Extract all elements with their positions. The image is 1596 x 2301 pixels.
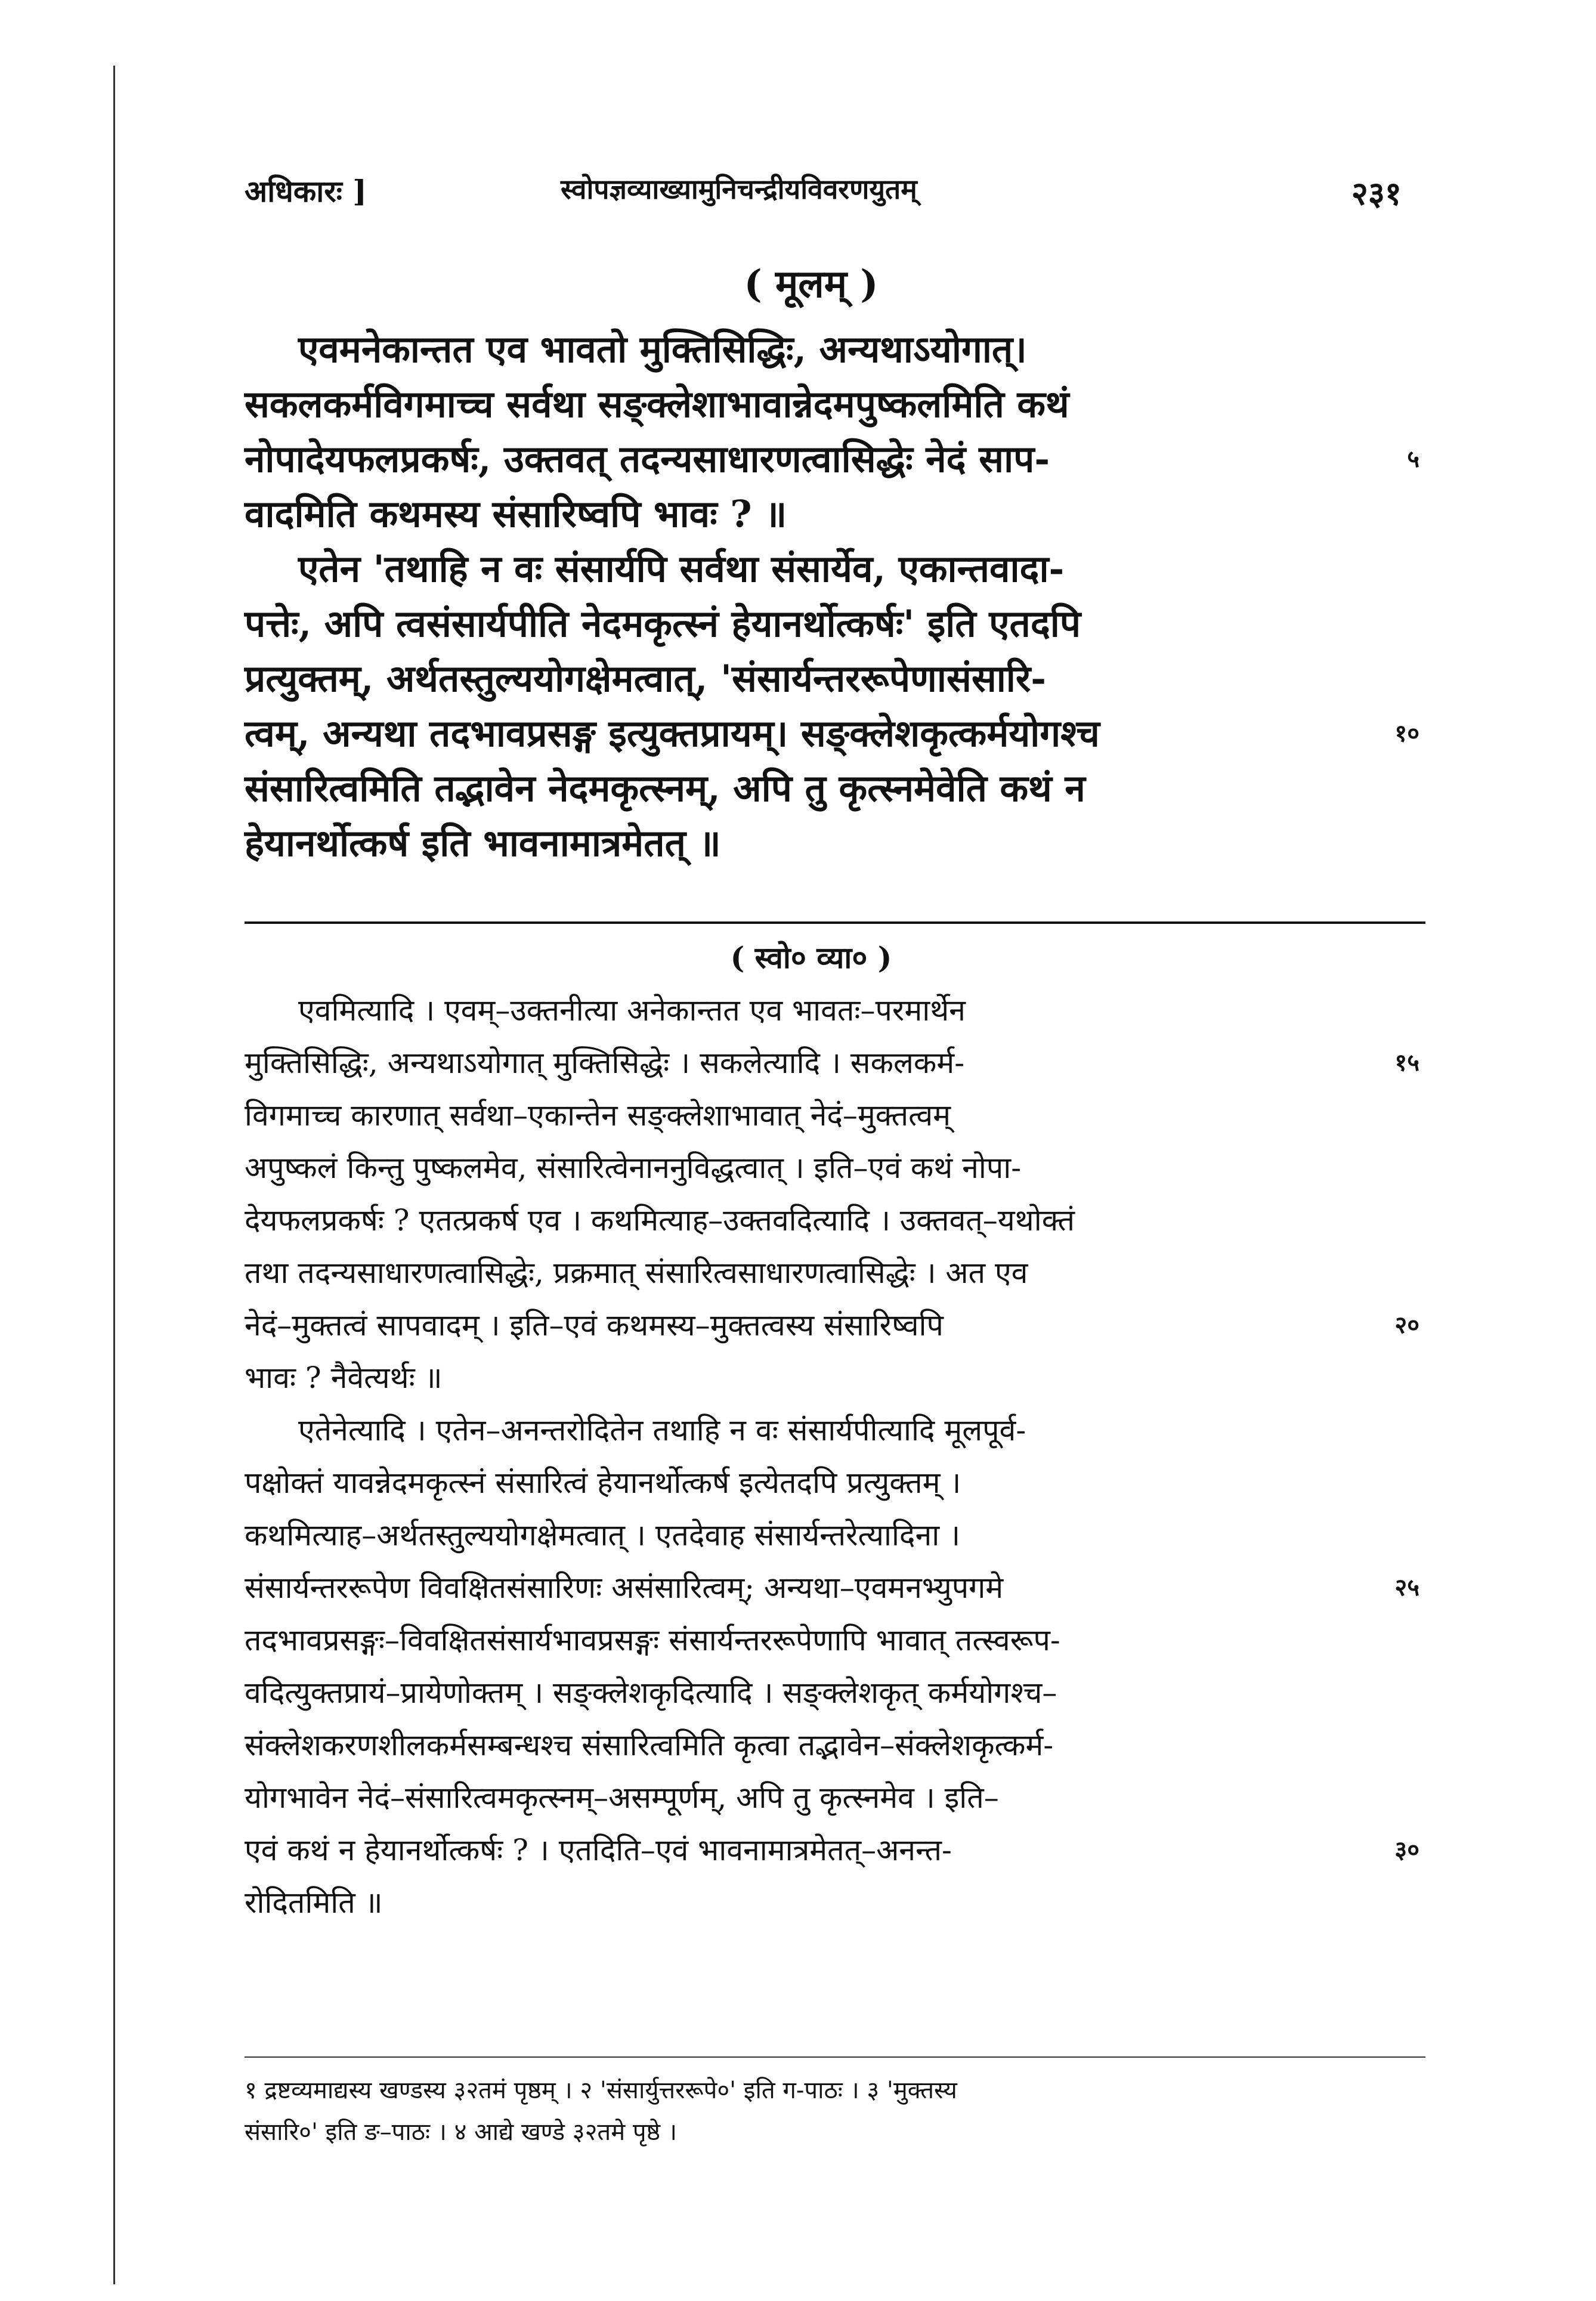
text-line: एवं कथं न हेयानर्थोत्कर्षः ? । एतदिति–एवं भावनामात्रमेतत्–अनन्त- ३० [245,1824,1378,1876]
text-line: मुक्तिसिद्धिः, अन्यथाऽयोगात् मुक्तिसिद्धेः । सकलेत्यादि । सकलकर्म- १५ [245,1037,1378,1089]
text-line: त्वम्, अन्यथा तदभावप्रसङ्ग इत्युक्तप्रायम्। सङ्क्लेशकृत्कर्मयोगश्च १० [245,706,1378,761]
text-line: हेयानर्थोत्कर्ष इति भावनामात्रमेतत् ॥ [245,821,721,865]
vyakhya-heading: ( स्वो० व्या० ) [730,940,892,975]
text-line: तदभावप्रसङ्गः–विवक्षितसंसार्यभावप्रसङ्गः संसार्यन्तररूपेणापि भावात् तत्स्वरूप- [245,1623,1060,1657]
line-number: ५ [1407,445,1419,473]
footnotes [245,2070,1378,2153]
text-line: विगमाच्च कारणात् सर्वथा–एकान्तेन सङ्क्लेशाभावात् नेदं–मुक्तत्वम् [245,1098,951,1133]
page-number: २३१ [1351,174,1402,212]
line-number: २५ [1394,1573,1419,1601]
text-line: एतेन 'तथाहि न वः संसार्यपि सर्वथा संसार्येव, एकान्तवादा- [298,547,1065,590]
footnote-divider [245,2056,1425,2058]
running-header [245,170,1402,218]
margin-line [113,66,115,2284]
text-line: अपुष्कलं किन्तु पुष्कलमेव, संसारित्वेनाननुविद्धत्वात् । इति–एवं कथं नोपा- [245,1150,1022,1185]
footnote-line: संसारि०' इति ङ–पाठः । ४ आद्ये खण्डे ३२तमे पृष्ठे । [245,2118,677,2146]
line-number: ३० [1394,1836,1419,1864]
text-line: योगभावेन नेदं–संसारित्वमकृत्स्नम्–असम्पूर्णम्, अपि तु कृत्स्नमेव । इति– [245,1780,999,1815]
text-line: संसारित्वमिति तद्भावेन नेदमकृत्स्नम्, अपि तु कृत्स्नमेवेति कथं न [245,766,1085,810]
line-number: २० [1394,1311,1419,1339]
text-line: वदित्युक्तप्रायं–प्रायेणोक्तम् । सङ्क्लेशकृदित्यादि । सङ्क्लेशकृत् कर्मयोगश्च– [245,1675,1057,1710]
text-line: वादमिति कथमस्य संसारिष्वपि भावः ? ॥ [245,492,787,536]
text-line: देयफलप्रकर्षः ? एतत्प्रकर्ष एव । कथमित्याह–उक्तवदित्यादि । उक्तवत्–यथोक्तं [245,1203,1075,1238]
text-line: तथा तदन्यसाधारणत्वासिद्धेः, प्रक्रमात् संसारित्वसाधारणत्वासिद्धेः । अत एव [245,1255,1028,1290]
text-line: नोपादेयफलप्रकर्षः, उक्तवत् तदन्यसाधारणत्वासिद्धेः नेदं साप- ५ [245,432,1378,487]
text-line: एतेनेत्यादि । एतेन–अनन्तरोदितेन तथाहि न वः संसार्यपीत्यादि मूलपूर्व- [298,1413,1026,1448]
text-line: सकलकर्मविगमाच्च सर्वथा सङ्क्लेशाभावान्नेदमपुष्कलमिति कथं [245,382,1069,426]
text-line: संक्लेशकरणशीलकर्मसम्बन्धश्च संसारित्वमिति कृत्वा तद्भावेन–संक्लेशकृत्कर्म- [245,1728,1054,1762]
text-line: संसार्यन्तररूपेण विवक्षितसंसारिणः असंसारित्वम्; अन्यथा–एवमनभ्युपगमे २५ [245,1561,1378,1614]
text-line: पक्षोक्तं यावन्नेदमकृत्स्नं संसारित्वं हेयानर्थोत्कर्ष इत्येतदपि प्रत्युक्तम् । [245,1465,961,1500]
text-line: प्रत्युक्तम्, अर्थतस्तुल्ययोगक्षेमत्वात्, 'संसार्यन्तररूपेणासंसारि- [245,657,1046,700]
footnote-line: १ द्रष्टव्यमाद्यस्य खण्डस्य ३२तमं पृष्ठम् । २ 'संसार्युत्तररूपे०' इति ग-पाठः । ३ 'मुक्तस्य [245,2077,957,2104]
text-line: एवमनेकान्तत एव भावतो मुक्तिसिद्धिः, अन्यथाऽयोगात्। [298,327,1027,371]
section-divider [245,921,1425,924]
header-section: अधिकारः ] [245,174,367,209]
text-line: पत्तेः, अपि त्वसंसार्यपीति नेदमकृत्स्नं हेयानर्थोत्कर्षः' इति एतदपि [245,602,1081,645]
text-line: रोदितमिति ॥ [245,1885,383,1920]
mula-text [245,322,1419,871]
vyakhya-text [245,984,1419,1929]
line-number: १० [1394,719,1419,747]
header-title: स्वोपज्ञव्याख्यामुनिचन्द्रीयविवरणयुतम् [561,173,917,205]
mula-heading: ( मूलम् ) [744,262,879,307]
text-line: भावः ? नैवेत्यर्थः ॥ [245,1360,443,1395]
text-line: कथमित्याह–अर्थतस्तुल्ययोगक्षेमत्वात् । एतदेवाह संसार्यन्तरेत्यादिना । [245,1518,961,1552]
line-number: १५ [1394,1049,1419,1077]
text-line: नेदं–मुक्तत्वं सापवादम् । इति–एवं कथमस्य–मुक्तत्वस्य संसारिष्वपि २० [245,1299,1378,1351]
text-line: एवमित्यादि । एवम्–उक्तनीत्या अनेकान्तत एव भावतः–परमार्थेन [298,993,966,1028]
